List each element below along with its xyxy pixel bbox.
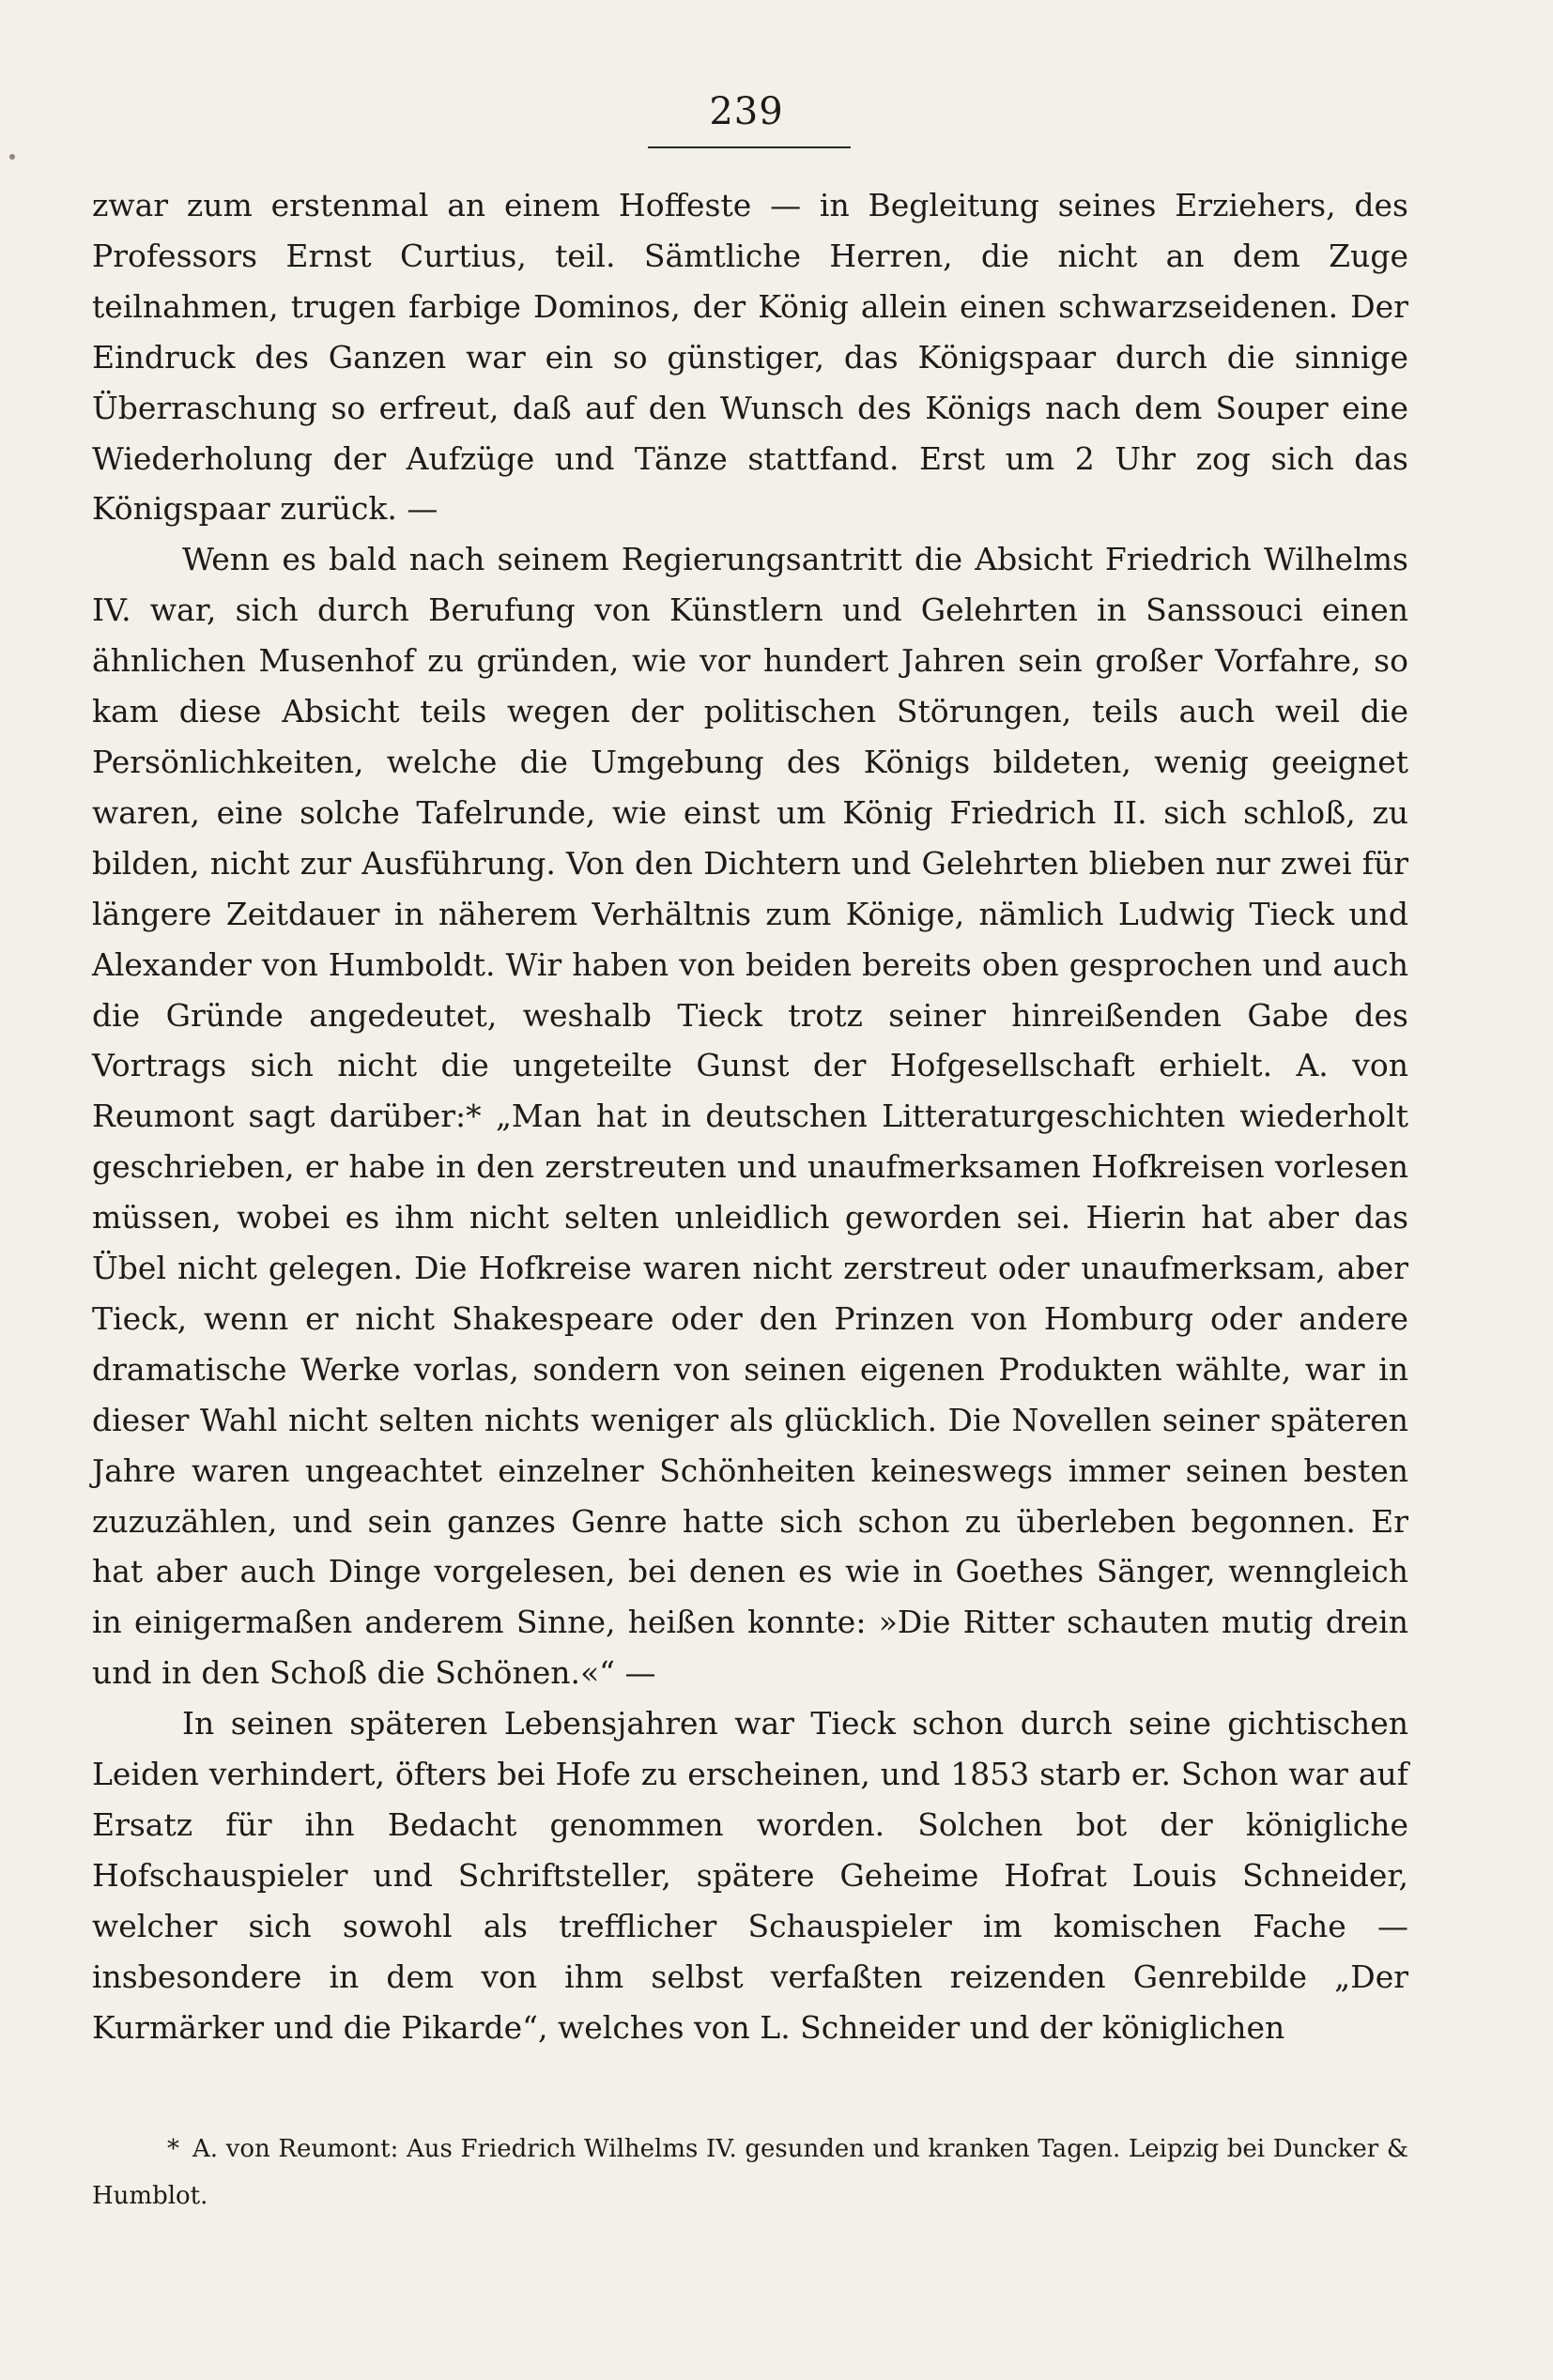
paragraph: In seinen späteren Lebensjahren war Tieck schon durch seine gichtischen Leiden verhindert, öfters bei Hofe zu erscheinen, und 1853 starb er. Schon war auf Ersatz für ihn Bedacht genommen worden. Solchen bot der königliche Hofschauspieler und Schriftsteller, spätere Geheime Hofrat Louis Schneider, welcher sich sowohl als trefflicher Schauspieler im komischen Fache — insbesondere in dem von ihm selbst verfaßten reizenden Genrebilde „Der Kurmärker und die Pikarde“, welches von L. Schneider und der königlichen: [92, 1705, 1408, 2046]
footnote-text: A. von Reumont: Aus Friedrich Wilhelms IV. gesunden und kranken Tagen. Leipzig bei Duncker & Humblot.: [92, 2135, 1408, 2210]
footnote: [92, 2126, 1408, 2219]
paragraph: Wenn es bald nach seinem Regierungsantritt die Absicht Friedrich Wilhelms IV. war, sich durch Berufung von Künstlern und Gelehrten in Sanssouci einen ähnlichen Musenhof zu gründen, wie vor hundert Jahren sein großer Vorfahre, so kam diese Absicht teils wegen der politischen Störungen, teils auch weil die Persönlichkeiten, welche die Umgebung des Königs bildeten, wenig geeignet waren, eine solche Tafelrunde, wie einst um König Friedrich II. sich schloß, zu bilden, nicht zur Ausführung. Von den Dichtern und Gelehrten blieben nur zwei für längere Zeitdauer in näherem Verhältnis zum Könige, nämlich Ludwig Tieck und Alexander von Humboldt. Wir haben von beiden bereits oben gesprochen und auch die Gründe angedeutet, weshalb Tieck trotz seiner hinreißenden Gabe des Vortrags sich nicht die ungeteilte Gunst der Hofgesellschaft erhielt. A. von Reumont sagt darüber:* „Man hat in deutschen Litteraturgeschichten wiederholt geschrieben, er habe in den zerstreuten und unaufmerksamen Hofkreisen vorlesen müssen, wobei es ihm nicht selten unleidlich geworden sei. Hierin hat aber das Übel nicht gelegen. Die Hofkreise waren nicht zerstreut oder unaufmerksam, aber Tieck, wenn er nicht Shakespeare oder den Prinzen von Homburg oder andere dramatische Werke vorlas, sondern von seinen eigenen Produkten wählte, war in dieser Wahl nicht selten nichts weniger als glücklich. Die Novellen seiner späteren Jahre waren ungeachtet einzelner Schönheiten keineswegs immer seinen besten zuzuzählen, und sein ganzes Genre hatte sich schon zu überleben begonnen. Er hat aber auch Dinge vorgelesen, bei denen es wie in Goethes Sänger, wenngleich in einigermaßen anderem Sinne, heißen konnte: »Die Ritter schauten mutig drein und in den Schoß die Schönen.«“ —: [92, 541, 1408, 1692]
body-text: [92, 180, 1408, 2053]
footnote-marker: *: [167, 2135, 179, 2163]
page-number: 239: [709, 90, 784, 133]
footnote-separator: [92, 2103, 1408, 2104]
margin-speck: [9, 154, 15, 160]
header-rule: [648, 146, 851, 148]
paragraph-continuation: zwar zum erstenmal an einem Hoffeste — in Begleitung seines Erziehers, des Professors Ernst Curtius, teil. Sämtliche Herren, die nicht an dem Zuge teilnahmen, trugen farbige Dominos, der König allein einen schwarzseidenen. Der Eindruck des Ganzen war ein so günstiger, das Königspaar durch die sinnige Überraschung so erfreut, daß auf den Wunsch des Königs nach dem Souper eine Wiederholung der Aufzüge und Tänze stattfand. Erst um 2 Uhr zog sich das Königspaar zurück. —: [92, 187, 1408, 528]
